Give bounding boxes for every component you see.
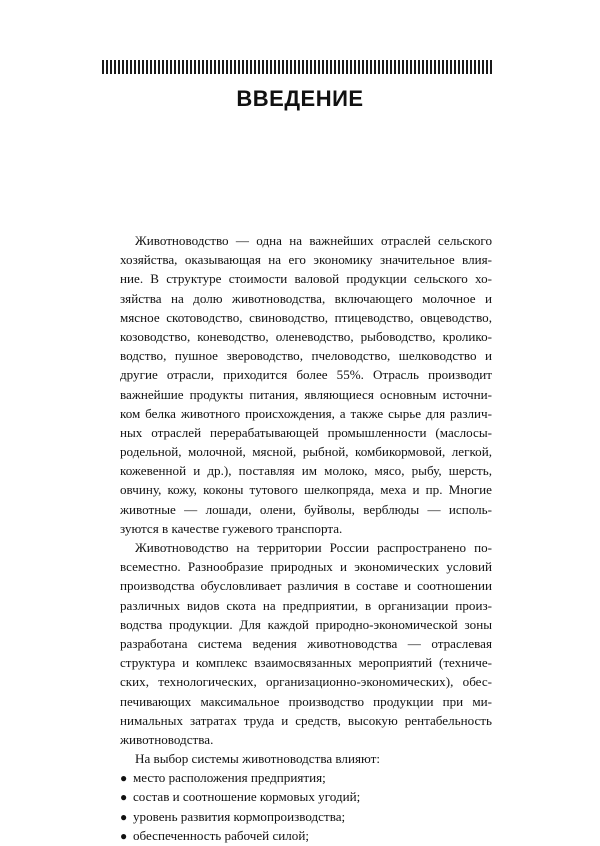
list-item-text: обеспеченность рабочей силой; xyxy=(133,827,309,843)
text-line: животноводства. xyxy=(120,731,214,747)
text-line: ских, технологических, организационно-экономических), обес- xyxy=(120,674,492,690)
text-line: овчину, кожу, коконы тутового шелкопряда, меха и пр. Многие xyxy=(120,482,492,498)
paragraph-list-intro xyxy=(120,749,492,768)
text-line: На выбор системы животноводства влияют: xyxy=(135,751,380,767)
text-line: ком белка животного происхождения, а также сырье для различ- xyxy=(120,405,492,421)
factors-list xyxy=(120,768,492,845)
list-item-text: уровень развития кормопроизводства; xyxy=(133,808,346,824)
text-line: козоводство, коневодство, оленеводство, рыбоводство, кролико- xyxy=(120,328,492,344)
bullet-icon: ● xyxy=(120,828,128,843)
text-line: печивающих максимальное производство продукции при ми- xyxy=(120,693,492,709)
text-line: структура и комплекс взаимосвязанных мероприятий (техниче- xyxy=(120,655,492,671)
text-line: Животноводство на территории России распространено по- xyxy=(135,540,492,555)
body-text xyxy=(120,231,492,845)
text-line: производства обусловливает различия в составе и соотношении xyxy=(120,578,492,594)
text-line: другие отрасли, приходится более 55%. Отрасль производит xyxy=(120,367,492,383)
list-item xyxy=(120,768,492,787)
text-line: зуются в качестве гужевого транспорта. xyxy=(120,520,343,536)
text-line: всеместно. Разнообразие природных и экономических условий xyxy=(120,559,492,575)
bullet-icon: ● xyxy=(120,790,128,805)
list-item xyxy=(120,807,492,826)
text-line: хозяйства, оказывающая на его экономику значительное влия- xyxy=(120,252,492,268)
list-item-text: состав и соотношение кормовых угодий; xyxy=(133,789,361,805)
text-line: ние. В структуре стоимости валовой продукции сельского хо- xyxy=(120,271,492,287)
text-line: различных видов скота на предприятии, в организации произ- xyxy=(120,597,492,613)
list-item xyxy=(120,826,492,845)
text-line: мясное скотоводство, свиноводство, птицеводство, овцеводство, xyxy=(120,309,492,325)
list-item xyxy=(120,787,492,806)
bullet-icon: ● xyxy=(120,809,128,824)
paragraph-russia xyxy=(120,538,492,749)
list-item-text: место расположения предприятия; xyxy=(133,770,326,786)
page-title: ВВЕДЕНИЕ xyxy=(236,86,364,111)
decorative-header-bar xyxy=(102,60,492,74)
text-line: водства продукции. Для каждой природно-экономической зоны xyxy=(120,616,492,632)
text-line: разработана система ведения животноводства — отраслевая xyxy=(120,635,492,651)
text-line: животные — лошади, олени, буйволы, верблюды — исполь- xyxy=(120,501,492,517)
text-line: кожевенной и др.), поставляя им молоко, мясо, рыбу, шерсть, xyxy=(120,463,492,479)
text-line: Животноводство — одна на важнейших отраслей сельского xyxy=(135,233,492,248)
text-line: зяйства на долю животноводства, включающего молочное и xyxy=(120,290,492,306)
text-line: водство, пушное звероводство, пчеловодство, шелководство и xyxy=(120,348,492,364)
text-line: нимальных затратах труда и средств, высокую рентабельность xyxy=(120,712,492,728)
text-line: важнейшие продукты питания, являющиеся основным источни- xyxy=(120,386,492,402)
bullet-icon: ● xyxy=(120,771,128,786)
text-line: родельной, молочной, мясной, рыбной, комбикормовой, легкой, xyxy=(120,444,492,460)
paragraph-intro xyxy=(120,231,492,538)
text-line: ных отраслей перерабатывающей промышленности (маслосы- xyxy=(120,424,492,440)
